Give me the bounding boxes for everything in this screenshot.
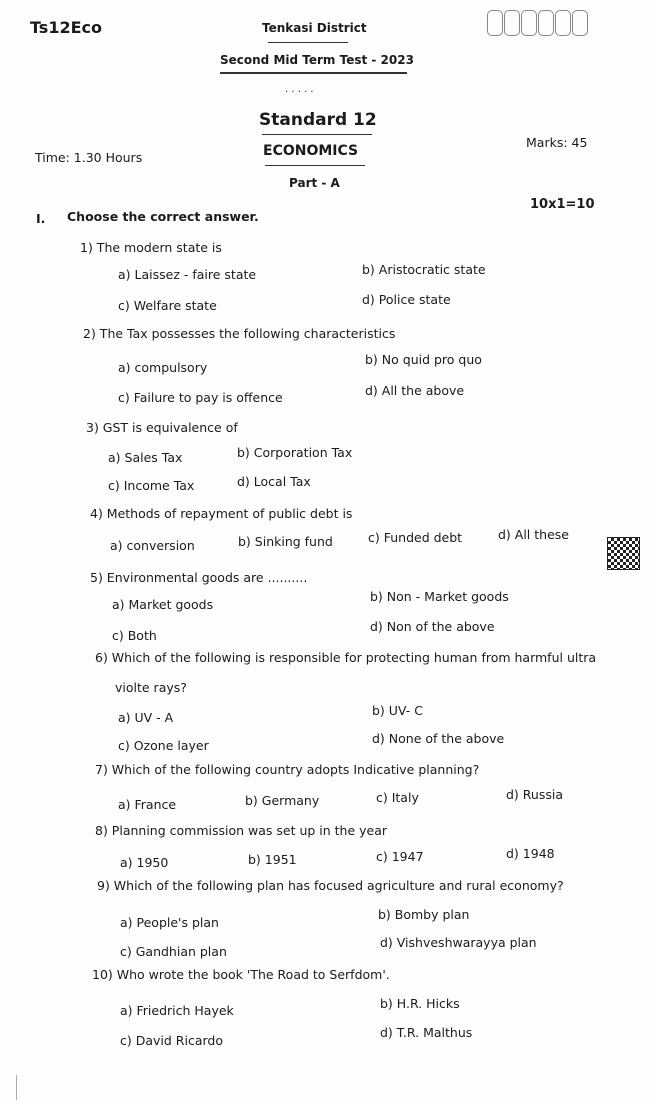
answer-option: a) 1950	[120, 855, 169, 870]
question-text: 7) Which of the following country adopts Indicative planning?	[95, 762, 480, 777]
answer-option: b) No quid pro quo	[365, 352, 482, 367]
question-text: 6) Which of the following is responsible for protecting human from harmful ultra	[95, 650, 597, 665]
answer-option: a) conversion	[110, 538, 195, 553]
register-number-boxes	[487, 10, 589, 36]
question-text: 9) Which of the following plan has focused agriculture and rural economy?	[97, 878, 564, 893]
answer-option: c) Failure to pay is offence	[118, 390, 283, 405]
answer-option: a) Friedrich Hayek	[120, 1003, 234, 1018]
divider	[268, 42, 348, 43]
answer-option: b) Corporation Tax	[237, 445, 353, 460]
answer-option: d) Local Tax	[237, 474, 311, 489]
answer-option: a) compulsory	[118, 360, 208, 375]
question-text: 5) Environmental goods are ..........	[90, 570, 308, 585]
answer-option: d) All these	[498, 527, 569, 542]
answer-option: a) Market goods	[112, 597, 214, 612]
answer-option: b) Sinking fund	[238, 534, 333, 549]
answer-option: c) Gandhian plan	[120, 944, 227, 959]
answer-option: c) David Ricardo	[120, 1033, 223, 1048]
question-text: 2) The Tax possesses the following characteristics	[83, 326, 396, 341]
time-label: Time: 1.30 Hours	[35, 150, 143, 165]
marks-label: Marks: 45	[526, 135, 588, 150]
question-text: 4) Methods of repayment of public debt is	[90, 506, 353, 521]
district-title: Tenkasi District	[262, 21, 367, 35]
answer-option: d) Police state	[362, 292, 451, 307]
section-scoring: 10x1=10	[530, 197, 595, 212]
answer-option: d) Russia	[506, 787, 563, 802]
question-text: 1) The modern state is	[80, 240, 222, 255]
standard-title: Standard 12	[259, 110, 377, 130]
answer-option: b) Aristocratic state	[362, 262, 486, 277]
answer-option: a) France	[118, 797, 177, 812]
answer-option: a) Sales Tax	[108, 450, 183, 465]
answer-option: d) None of the above	[372, 731, 505, 746]
answer-option: c) Income Tax	[108, 478, 195, 493]
scan-mark	[16, 1075, 17, 1100]
answer-option: a) UV - A	[118, 710, 174, 725]
question-text: 10) Who wrote the book 'The Road to Serfdom'.	[92, 967, 390, 982]
section-number: I.	[36, 211, 46, 226]
divider	[220, 72, 407, 74]
question-text: 3) GST is equivalence of	[86, 420, 238, 435]
section-instruction: Choose the correct answer.	[67, 209, 259, 224]
question-text-continued: violte rays?	[115, 680, 187, 695]
answer-option: d) All the above	[365, 383, 465, 398]
answer-option: c) Italy	[376, 790, 419, 805]
answer-option: a) Laissez - faire state	[118, 267, 257, 282]
answer-option: c) 1947	[376, 849, 424, 864]
subject-title: ECONOMICS	[263, 143, 359, 159]
answer-option: c) Ozone layer	[118, 738, 209, 753]
answer-option: d) T.R. Malthus	[380, 1025, 473, 1040]
question-text: 8) Planning commission was set up in the year	[95, 823, 388, 838]
answer-option: b) Non - Market goods	[370, 589, 509, 604]
answer-option: b) UV- C	[372, 703, 423, 718]
answer-option: b) Bomby plan	[378, 907, 470, 922]
exam-title: Second Mid Term Test - 2023	[220, 53, 414, 67]
answer-option: b) 1951	[248, 852, 297, 867]
part-label: Part - A	[289, 176, 340, 190]
answer-option: d) 1948	[506, 846, 555, 861]
answer-option: c) Funded debt	[368, 530, 463, 545]
answer-option: c) Welfare state	[118, 298, 217, 313]
dots: . . . . .	[285, 84, 314, 95]
answer-option: d) Vishveshwarayya plan	[380, 935, 537, 950]
divider	[265, 165, 365, 166]
divider	[262, 134, 372, 135]
answer-option: d) Non of the above	[370, 619, 495, 634]
qr-code	[607, 537, 640, 570]
answer-option: c) Both	[112, 628, 157, 643]
answer-option: b) Germany	[245, 793, 320, 808]
answer-option: b) H.R. Hicks	[380, 996, 460, 1011]
answer-option: a) People's plan	[120, 915, 219, 930]
paper-code: Ts12Eco	[30, 18, 102, 37]
